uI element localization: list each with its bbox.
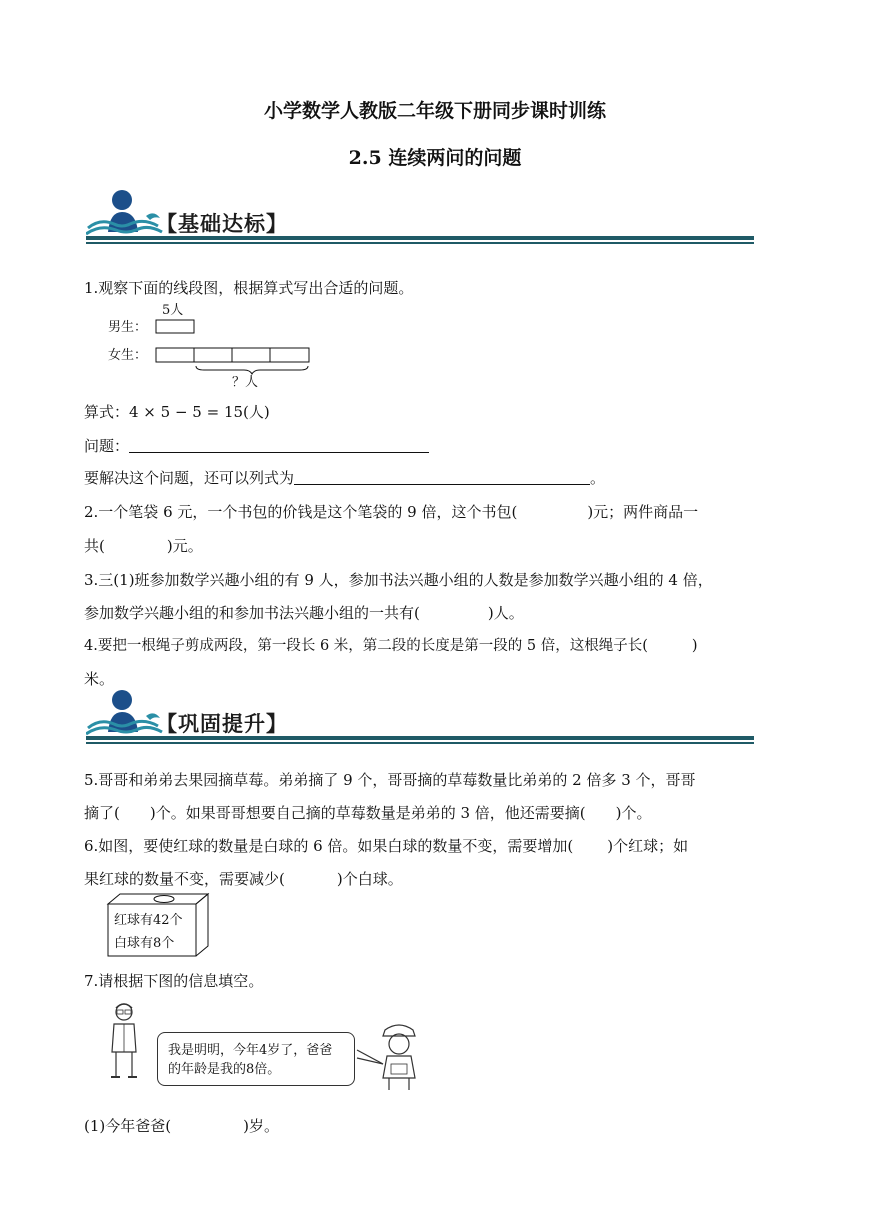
q1-question-blank[interactable] bbox=[129, 436, 429, 453]
q1-solve-blank[interactable] bbox=[294, 468, 590, 485]
q2-text-d: )元。 bbox=[166, 537, 203, 555]
q5-line1: 5.哥哥和弟弟去果园摘草莓。弟弟摘了 9 个，哥哥摘的草莓数量比弟弟的 2 倍多 3 个，哥哥 bbox=[84, 771, 696, 789]
reader-icon bbox=[86, 688, 166, 740]
q2-line2 bbox=[84, 536, 203, 556]
q4-text-b: ) bbox=[691, 638, 698, 654]
q4-text-a: 4.要把一根绳子剪成两段，第一段长 6 米，第二段的长度是第一段的 5 倍，这根绳子长( bbox=[84, 638, 648, 654]
diagram-bottom-label: ？人 bbox=[232, 375, 259, 390]
q3-line2 bbox=[84, 603, 524, 623]
q3-line1: 3.三(1)班参加数学兴趣小组的有 9 人，参加书法兴趣小组的人数是参加数学兴趣小组的 4 倍， bbox=[84, 571, 713, 589]
q5-line2 bbox=[84, 803, 652, 823]
q7-sub1-text-a: (1)今年爸爸( bbox=[84, 1117, 172, 1135]
section-label: 【基础达标】 bbox=[156, 212, 288, 236]
q6-text-a: 6.如图，要使红球的数量是白球的 6 倍。如果白球的数量不变，需要增加( bbox=[84, 837, 574, 855]
box-red-text: 红球有42个 bbox=[114, 913, 183, 928]
q7-text: 7.请根据下图的信息填空。 bbox=[84, 972, 264, 990]
q3-text-b: )人。 bbox=[487, 604, 524, 622]
q3-text-a: 参加数学兴趣小组的和参加书法兴趣小组的一共有( bbox=[84, 604, 420, 622]
q1-solve-text: 要解决这个问题，还可以列式为 bbox=[84, 469, 295, 487]
bubble-line-1: 我是明明，今年4岁了，爸爸 bbox=[168, 1043, 333, 1058]
section-rule bbox=[86, 236, 754, 240]
father-figure bbox=[104, 1000, 144, 1082]
q7-sub1-text-b: )岁。 bbox=[243, 1117, 279, 1135]
q6-line2 bbox=[84, 869, 403, 889]
q2-text-b: )元；两件商品一 bbox=[587, 503, 699, 521]
q1-solve-line bbox=[84, 468, 605, 488]
child-figure bbox=[355, 1020, 425, 1092]
section-rule-thin bbox=[86, 242, 754, 244]
q6-line1 bbox=[84, 836, 688, 856]
q2-line1 bbox=[84, 502, 698, 522]
q5-text-b: )个。如果哥哥想要自己摘的草莓数量是弟弟的 3 倍，他还需要摘( bbox=[149, 804, 586, 822]
page-title: 小学数学人教版二年级下册同步课时训练 bbox=[263, 100, 606, 122]
bubble-line-2: 的年龄是我的8倍。 bbox=[168, 1062, 281, 1077]
q6-text-c: 果红球的数量不变，需要减少( bbox=[84, 870, 285, 888]
diagram-girls-label: 女生： bbox=[108, 348, 148, 363]
section-rule bbox=[86, 736, 754, 740]
q6-text-d: )个白球。 bbox=[336, 870, 403, 888]
ball-box-figure bbox=[104, 892, 214, 962]
diagram-boys-label: 男生： bbox=[108, 320, 148, 335]
reader-icon bbox=[86, 188, 166, 240]
q1-solve-end: 。 bbox=[590, 469, 606, 487]
q7-sub1 bbox=[84, 1116, 279, 1136]
q2-text-a: 2.一个笔袋 6 元，一个书包的价钱是这个笔袋的 9 倍，这个书包( bbox=[84, 503, 518, 521]
q1-formula: 算式：4 × 5 − 5 = 15(人) bbox=[84, 403, 270, 421]
box-white-text: 白球有8个 bbox=[114, 936, 175, 951]
q4-line2: 米。 bbox=[84, 670, 115, 688]
q1-question-line bbox=[84, 436, 429, 456]
q5-text-c: )个。 bbox=[615, 804, 652, 822]
q2-text-c: 共( bbox=[84, 537, 105, 555]
q4-line1 bbox=[84, 636, 698, 656]
section-header-basic bbox=[86, 190, 754, 248]
line-segment-diagram bbox=[104, 298, 324, 390]
q1-question-label: 问题： bbox=[84, 437, 130, 455]
page-subtitle: 2.5 连续两问的问题 bbox=[348, 147, 522, 169]
speech-bubble bbox=[157, 1032, 355, 1086]
q5-text-a: 摘了( bbox=[84, 804, 120, 822]
q1-text: 1.观察下面的线段图，根据算式写出合适的问题。 bbox=[84, 279, 414, 297]
section-label: 【巩固提升】 bbox=[156, 712, 288, 736]
section-rule-thin bbox=[86, 742, 754, 744]
diagram-top-label: 5人 bbox=[162, 303, 184, 318]
section-header-improve bbox=[86, 690, 754, 748]
q6-text-b: )个红球；如 bbox=[607, 837, 689, 855]
